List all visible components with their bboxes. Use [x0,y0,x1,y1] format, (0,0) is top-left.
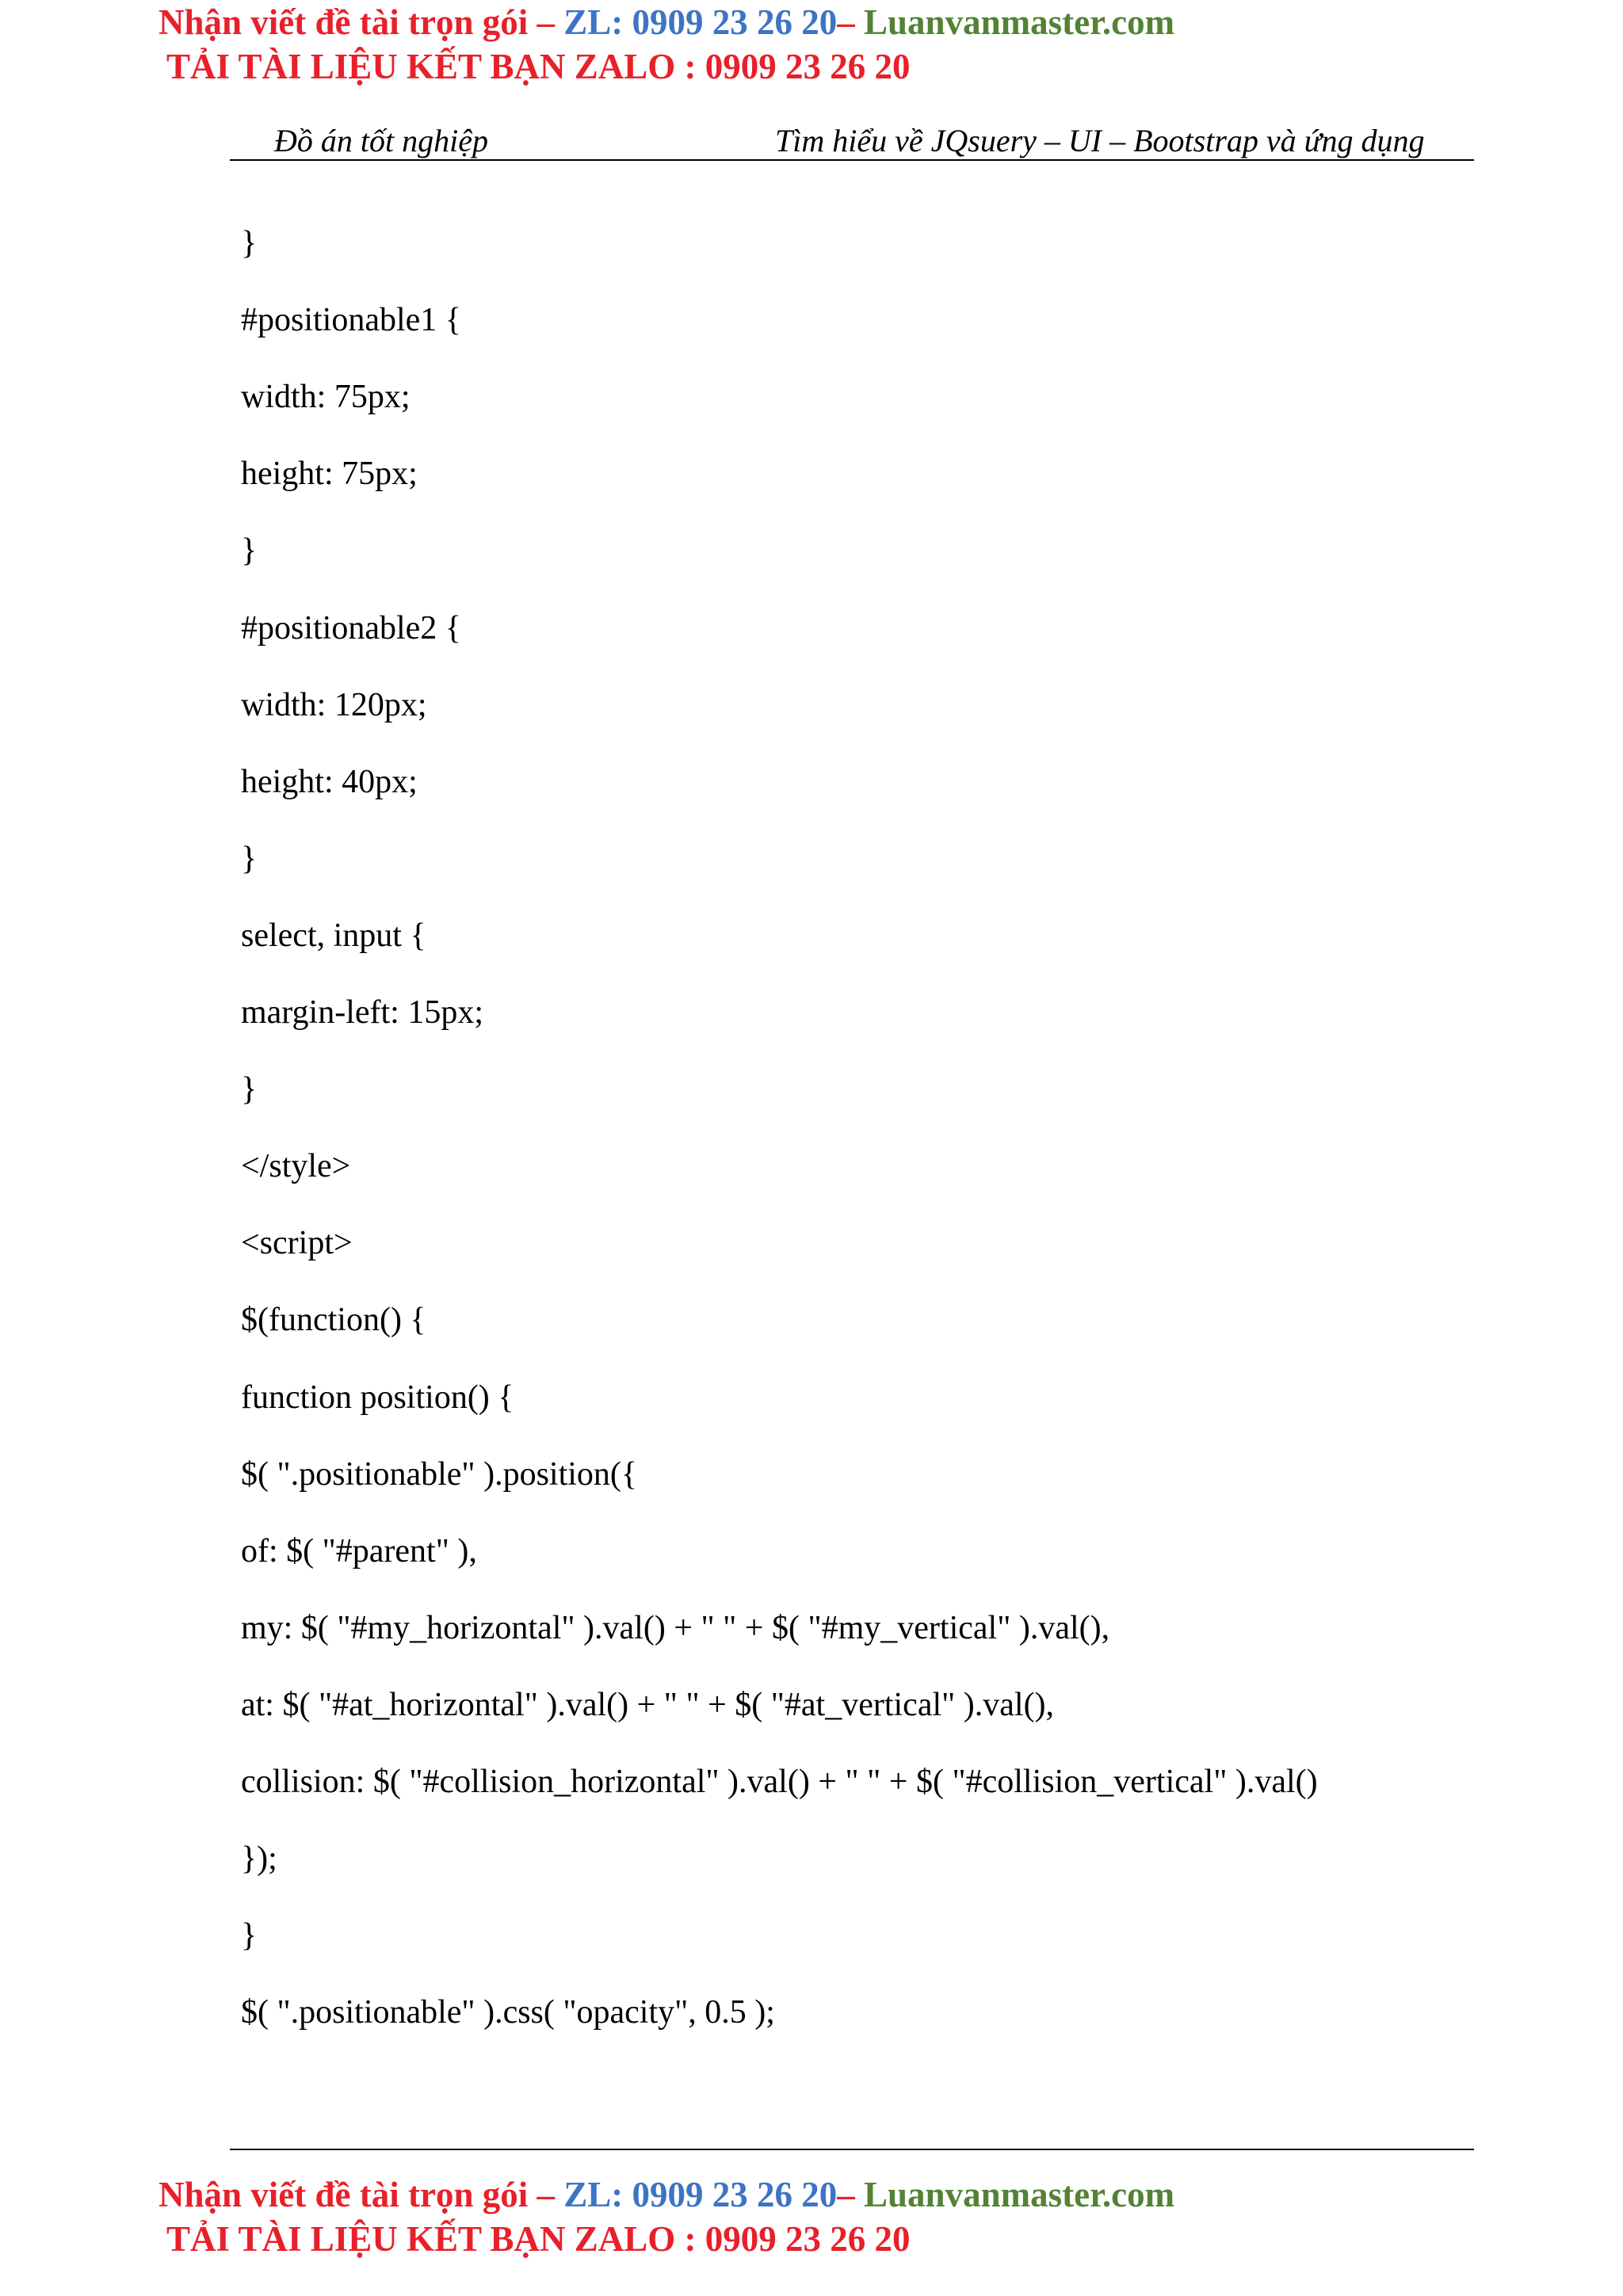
banner-line-2: TẢI TÀI LIỆU KẾT BẠN ZALO : 0909 23 26 20 [166,2219,911,2259]
code-line: width: 75px; [241,379,411,416]
banner-site-link[interactable]: Luanvanmaster.com [864,2,1175,42]
header-rule [230,159,1474,161]
code-line: height: 75px; [241,456,418,493]
code-line: at: $( "#at_horizontal" ).val() + " " + $( "#at_vertical" ).val(), [241,1686,1055,1723]
code-line: $(function() { [241,1302,426,1339]
code-line: $( ".positionable" ).position({ [241,1455,638,1493]
footer-rule [230,2149,1474,2150]
code-line: of: $( "#parent" ), [241,1532,477,1569]
banner-zalo-text: ZL: 0909 23 26 20 [563,2,838,42]
banner-dash: – [837,2,865,42]
banner-line-1 [158,0,1174,44]
code-line: } [241,532,258,570]
code-line: }); [241,1840,277,1878]
code-line: height: 40px; [241,763,418,800]
code-line: } [241,225,258,261]
code-line: width: 120px; [241,686,427,723]
code-line: margin-left: 15px; [241,994,483,1031]
header-left-title: Đồ án tốt nghiệp [274,123,488,158]
banner-service-text: Nhận viết đề tài trọn gói [158,2,529,42]
code-line: function position() { [241,1379,514,1416]
code-line: } [241,1917,258,1955]
banner-site-link[interactable]: Luanvanmaster.com [864,2175,1175,2214]
code-line: } [241,1071,258,1108]
banner-zalo-text: ZL: 0909 23 26 20 [563,2175,838,2214]
code-line: collision: $( "#collision_horizontal" ).val() + " " + $( "#collision_vertical" ).val() [241,1764,1318,1800]
code-line: my: $( "#my_horizontal" ).val() + " " + $( "#my_vertical" ).val(), [241,1609,1110,1646]
code-line: } [241,840,258,877]
code-line: <script> [241,1225,353,1262]
banner-dash: – [837,2175,865,2214]
code-line: #positionable2 { [241,609,461,646]
banner-line-2: TẢI TÀI LIỆU KẾT BẠN ZALO : 0909 23 26 20 [166,47,911,86]
code-line: select, input { [241,917,426,954]
code-line: </style> [241,1148,351,1185]
code-line: $( ".positionable" ).css( "opacity", 0.5 ); [241,1994,775,2031]
banner-dash: – [528,2,564,42]
banner-line-1 [158,2172,1174,2217]
banner-service-text: Nhận viết đề tài trọn gói [158,2175,529,2214]
banner-dash: – [528,2175,564,2214]
running-header [230,117,1474,162]
header-right-title: Tìm hiểu về JQsuery – UI – Bootstrap và ứng dụng [775,123,1425,158]
code-line: #positionable1 { [241,302,461,339]
